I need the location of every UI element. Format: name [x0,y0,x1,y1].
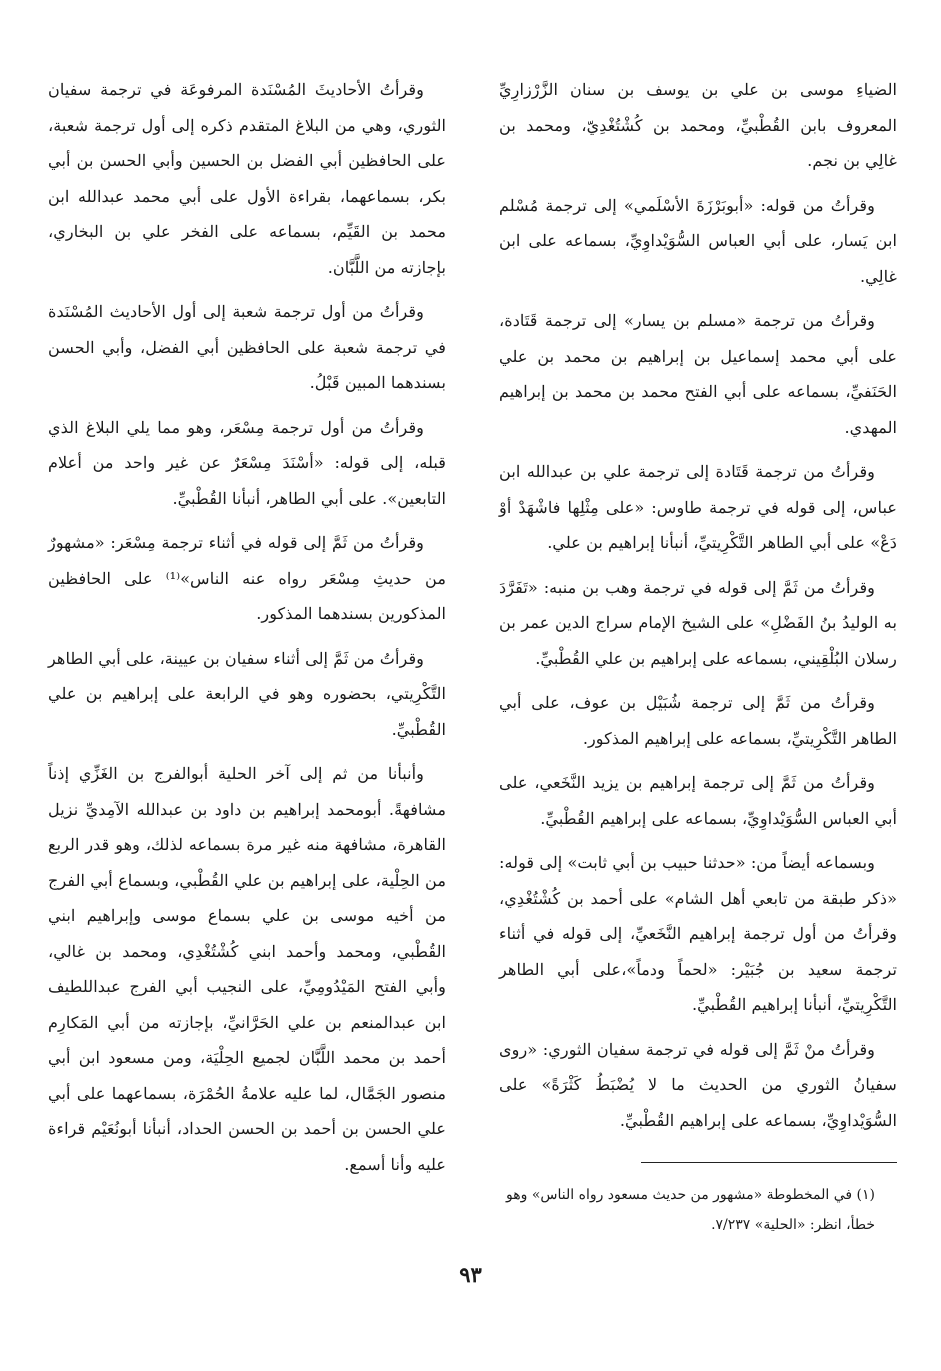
paragraph: وقرأتُ من ثَمَّ إلى ترجمة إبراهيم بن يزيد النَّخَعي، على أبي العباس السُّوَيْداوِيِّ، بسماعه على إبراهيم القُطْبيِّ. [499,773,897,828]
paragraph: وقرأتُ من أول ترجمة مِسْعَر، وهو مما يلي البلاغ الذي قبله، إلى قوله: «أسْنَدَ مِسْعَرٌ عن غير واحد من أعلام التابعين». على أبي الطاهر، أنبأنا القُطْبيِّ. [48,417,446,508]
paragraph: وقرأتُ من ثَمَّ إلى ترجمة شُبَيْل بن عوف، على أبي الطاهر التَّكْرِيتيِّ، بسماعه على إبراهيم المذكور. [499,693,897,748]
page-number: ٩٣ [459,1262,482,1287]
footnote [455,1180,875,1240]
paragraph: وبسماعه أيضاً من: «حدثنا حبيب بن أبي ثابت» إلى قوله: «ذكر طبقة من تابعي أهل الشام» على أحمد بن كُشْتُغْدِي، وقرأتُ من أول ترجمة إبراهيم النَّخَعيِّ، إلى قوله في أثناء ترجمة سعيد بن جُبَيْر: «لحماً ودماً»،على أبي الطاهر التَّكْرِيتيِّ، أنبأنا إبراهيم القُطْبيِّ. [499,853,897,1014]
paragraph: وقرأتُ من أول ترجمة شعبة إلى أول الأحاديث المُسْنَدة في ترجمة شعبة على الحافظين أبي الفضل، وأبي الحسن بسندهما المبين قَبْلُ. [48,302,446,392]
paragraph: وقرأتُ الأحاديثَ المُسْنَدة المرفوعَة في ترجمة سفيان الثوري، وهي من البلاغ المتقدم ذكره إلى أول ترجمة شعبة، على الحافظين أبي الفضل بن الحسين وأبي الحسن بن أبي بكر، بسماعهما، بقراءة الأول على أبي محمد عبدالله ابن محمد بن القَيِّم، بسماعه على الفخر علي بن البخاري، بإجازته من اللَّبَّان. [48,80,446,277]
left-column [48,72,446,1191]
paragraph: وقرأتُ منْ ثَمَّ إلى قوله في ترجمة سفيان الثوري: «روى سفيانُ الثوري من الحديث ما لا يُضْبَطُ كَثْرَةً» على السُّوَيْداوِيِّ، بسماعه على إبراهيم القُطْبيِّ. [499,1039,897,1130]
paragraph: وأنبأنا من ثم إلى آخر الحلية أبوالفرج بن الغَزِّي إذناً مشافهةً. أبومحمد إبراهيم بن داود بن عبدالله الآمِديِّ نزيل القاهرة، مشافهة منه غير مرة بسماعه لذلك، وهو قدر الربع من الحِلْية، على إبراهيم بن علي القُطْبي، وبسماع أبي الفرج من أخيه موسى بن علي بسماع موسى وإبراهيم ابني القُطْبي، ومحمد وأحمد ابني كُشْتُغْدِي، ومحمد بن غالي، وأبي الفتح المَيْدُومِيِّ، على النجيب أبي الفرج عبداللطيف ابن عبدالمنعم بن علي الحَرَّانيِّ، بإجازته من أبي المَكارِم أحمد بن محمد اللَّبَّان لجميع الحِلْيَة، ومن مسعود ابن أبي منصور الجَمَّال، لما عليه علامةُ الحُمْرَة، بسماعهما على أبي علي الحسن بن أحمد بن الحسن الحداد، أنبأنا أبونُعَيْم قراءة عليه وأنا أسمع. [48,764,446,1174]
right-column [499,72,897,1147]
paragraph: الضياءِ موسى بن علي بن يوسف بن سنان الزَّرْزارِيِّ المعروف بابن القُطْبيِّ، ومحمد بن كُشْتُغْدِيّ، ومحمد بن غالِي بن نجم. [499,80,897,170]
paragraph: وقرأتُ من ثَمَّ إلى أثناء سفيان بن عيينة، على أبي الطاهر التَّكْرِيتي، بحضوره وهو في الرابعة على إبراهيم بن علي القُطْبيِّ. [48,648,446,739]
footnote-separator [641,1162,897,1163]
paragraph: وقرأتُ من ترجمة قَتَادة إلى ترجمة علي بن عبدالله ابن عباس، إلى قوله في ترجمة طاوس: «على مِثْلِها فاشْهَدْ أوْ دَعْ» على أبي الطاهر التَّكْرِيتيِّ، أنبأنا إبراهيم بن علي. [499,462,897,552]
paragraph: وقرأتُ من قوله: «أبوبَرْزَةَ الأسْلَمي» إلى ترجمة مُسْلم ابن يَسار، على أبي العباس السُّوَيْداوِيِّ، بسماعه على ابن غالِي. [499,195,897,286]
footnote-line: خطأ، انظر: «الحلية» ٧/٢٣٧. [711,1217,875,1233]
paragraph: وقرأتُ من ثَمَّ إلى قوله في أثناء ترجمة مِسْعَر: «مشهورٌ من حديثِ مِسْعَر رواه عنه الناس»⁽¹⁾ على الحافظين المذكورين بسندهما المذكور. [48,533,447,623]
footnote-line: (١) في المخطوطة «مشهور من حديث مسعود رواه الناس» وهو [506,1187,875,1203]
paragraph: وقرأتُ من ترجمة «مسلم بن يسار» إلى ترجمة قَتَادة، على أبي محمد إسماعيل بن إبراهيم بن محمد بن علي الحَنَفيِّ، بسماعه على أبي الفتح محمد بن محمد بن إبراهيم المهدي. [499,311,897,437]
paragraph: وقرأتُ من ثَمَّ إلى قوله في ترجمة وهب بن منبه: «تَفَرَّدَ به الوليدُ بنُ الفَضْلِ» على الشيخ الإمام سراج الدين عمر بن رسلان البُلْقِيني، بسماعه على إبراهيم بن علي القُطْبيِّ. [499,577,897,668]
